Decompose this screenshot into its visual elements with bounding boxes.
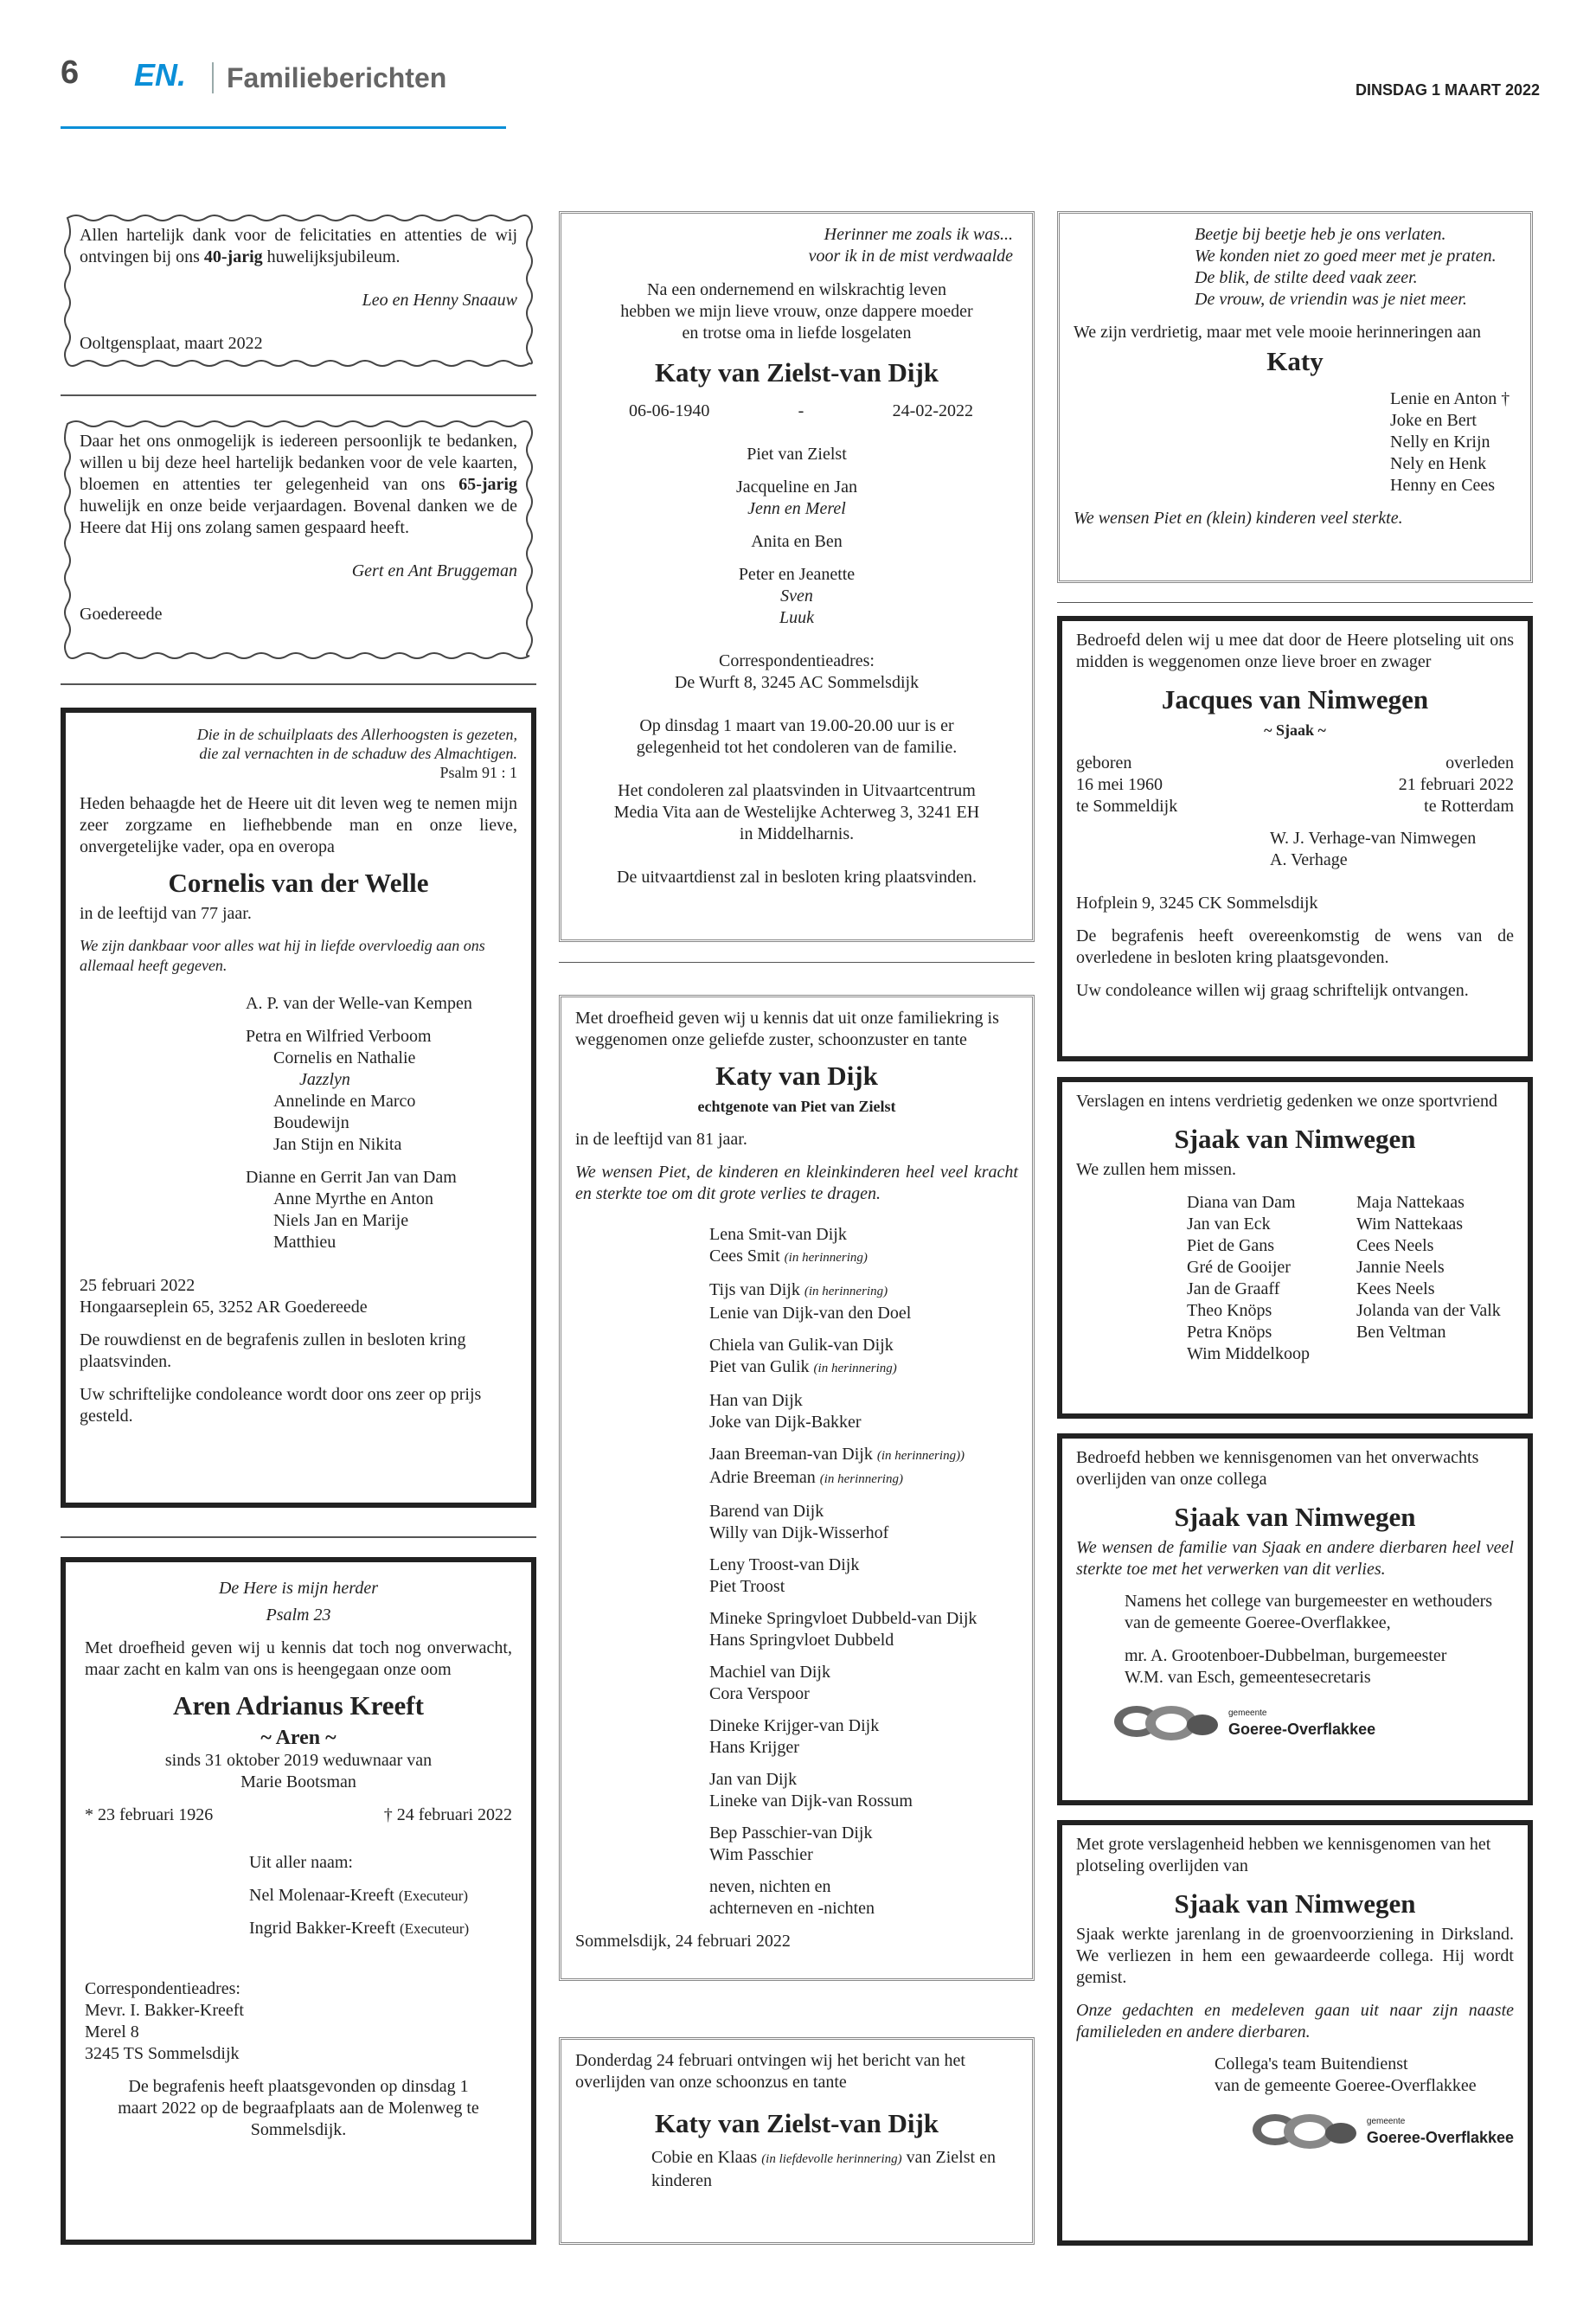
sportvriend-name: Theo Knöps <box>1187 1301 1272 1320</box>
issue-date: DINSDAG 1 MAART 2022 <box>1355 81 1540 99</box>
gemeente-logo: gemeente Goeree-Overflakkee <box>1076 2106 1514 2154</box>
deceased-name: Katy van Zielst-van Dijk <box>654 357 939 388</box>
header-underline <box>61 126 506 129</box>
divider <box>559 962 1035 963</box>
divider <box>1057 602 1533 603</box>
family-member: Nelly en Krijn <box>1390 433 1490 452</box>
deceased-name: Jacques van Nimwegen <box>1161 684 1429 715</box>
family-pair: Chiela van Gulik-van Dijk Piet van Gulik (in herinnering) <box>709 1336 897 1376</box>
family-pair: Tijs van Dijk (in herinnering) Lenie van Dijk-van den Doel <box>709 1280 912 1323</box>
page-number: 6 <box>61 54 80 91</box>
gemeente-logo-icon <box>1247 2106 1360 2154</box>
sportvriend-name: Jannie Neels <box>1356 1258 1445 1277</box>
notice-katy-van-zielst-2: Donderdag 24 februari ontvingen wij het bericht van het overlijden van onze schoonzus en tante Katy van Zielst-van Dijk Cobie en Klaas (in liefdevolle herinnering) van Zielst en kinderen <box>559 2037 1035 2245</box>
names-left <box>1187 1192 1356 1365</box>
sportvriend-name: Jan van Eck <box>1187 1215 1271 1234</box>
deceased-name: Sjaak van Nimwegen <box>1174 1888 1416 1919</box>
deceased-name: Katy <box>1266 346 1324 376</box>
family-member: Joke en Bert <box>1390 411 1477 430</box>
notice-sjaak-sportvriend: Verslagen en intens verdrietig gedenken we onze sportvriend Sjaak van Nimwegen We zullen hem missen. Diana van Dam Jan van Eck Piet de Gans Gré de Gooijer Jan de Graaff Theo Knöps Petra Knöps Wim Middelkoop Maja Nattekaas Wim Nattekaas Cees Neels Jannie Neels Kees Neels Jolanda van der Valk Ben Veltman <box>1057 1077 1533 1419</box>
deceased-name: Katy van Dijk <box>715 1061 878 1091</box>
sportvriend-name: Ben Veltman <box>1356 1323 1446 1342</box>
sportvriend-name: Gré de Gooijer <box>1187 1258 1291 1277</box>
divider <box>61 1536 536 1538</box>
notice-katy: Beetje bij beetje heb je ons verlaten. We konden niet zo goed meer met je praten. De blik, de stilte deed vaak zeer. De vrouw, de vriendin was je niet meer. We zijn verdrietig, maar met vele mooie herinneringen aan Katy Lenie en Anton † Joke en Bert Nelly en Krijn Nely en Henk Henny en Cees We wensen Piet en (klein) kinderen veel sterkte. <box>1057 211 1533 583</box>
notice-thanks-65: Daar het ons onmogelijk is iedereen persoonlijk te bedanken, willen u bij deze heel hartelijk bedanken voor de vele kaarten, bloemen en attenties ter gelegenheid van ons 65-jarig huwelijk en onze beide verjaardagen. Bovenal danken we de Heere dat Hij ons zolang samen gespaard heeft. Gert en Ant Bruggeman Goedereede <box>61 419 536 661</box>
family-pair: Jan van Dijk Lineke van Dijk-van Rossum <box>709 1770 913 1811</box>
deceased-name: Cornelis van der Welle <box>168 868 429 898</box>
family-list <box>709 1224 1018 1920</box>
sportvriend-name: Wim Middelkoop <box>1187 1344 1310 1363</box>
deceased-name: Sjaak van Nimwegen <box>1174 1502 1416 1532</box>
family-member: Nely en Henk <box>1390 454 1487 473</box>
sportvriend-name: Petra Knöps <box>1187 1323 1272 1342</box>
sportvriend-name: Maja Nattekaas <box>1356 1193 1465 1212</box>
family-member: Lenie en Anton † <box>1390 389 1510 408</box>
page-header <box>61 54 1540 99</box>
sportvriend-name: Jan de Graaff <box>1187 1279 1280 1298</box>
family-pair: Mineke Springvloet Dubbeld-van Dijk Hans Springvloet Dubbeld <box>709 1609 977 1650</box>
family-pair: Bep Passchier-van Dijk Wim Passchier <box>709 1823 873 1864</box>
deceased-name: Sjaak van Nimwegen <box>1174 1124 1416 1154</box>
family-pair: Barend van Dijk Willy van Dijk-Wisserhof <box>709 1502 889 1542</box>
family-pair: Dineke Krijger-van Dijk Hans Krijger <box>709 1716 880 1757</box>
notice-sjaak-gemeente: Bedroefd hebben we kennisgenomen van het onverwachts overlijden van onze collega Sjaak van Nimwegen We wensen de familie van Sjaak en andere dierbaren heel veel sterkte toe met het verwerken van dit verlies. Namens het college van burgemeester en wethouders van de gemeente Goeree-Overflakkee, mr. A. Grootenboer-Dubbelman, burgemeester W.M. van Esch, gemeentesecretaris gemeente Goeree-Overflakkee <box>1057 1433 1533 1805</box>
notice-katy-van-dijk: Met droefheid geven wij u kennis dat uit onze familiekring is weggenomen onze geliefde zuster, schoonzuster en tante Katy van Dijk echtgenote van Piet van Zielst in de leeftijd van 81 jaar. We wensen Piet, de kinderen en kleinkinderen heel veel kracht en sterkte toe om dit grote verlies te dragen. Lena Smit-van Dijk Cees Smit (in herinnering) Tijs van Dijk (in herinnering) Lenie van Dijk-van den Doel Chiela van Gulik-van Dijk Piet van Gulik (in herinnering) Han van Dijk Joke van Dijk-Bakker Jaan Breeman-van Dijk (in herinnering)) Adrie Breeman (in herinnering) Barend van Dijk Willy van Dijk-Wisserhof Leny Troost-van Dijk Piet Troost Mineke Springvloet Dubbeld-van Dijk Hans Springvloet Dubbeld Machiel van Dijk Cora Verspoor Dineke Krijger-van Dijk Hans Krijger Jan van Dijk Lineke van Dijk-van Rossum Bep Passchier-van Dijk Wim Passchier neven, nichten en achterneven en -nichten Sommelsdijk, 24 februari 2022 <box>559 995 1035 1981</box>
deceased-name: Aren Adrianus Kreeft <box>173 1690 424 1721</box>
sportvriend-name: Cees Neels <box>1356 1236 1434 1255</box>
sportvriend-name: Piet de Gans <box>1187 1236 1275 1255</box>
notice-aren-kreeft: De Here is mijn herder Psalm 23 Met droefheid geven wij u kennis dat toch nog onverwacht, maar zacht en kalm van ons is heengegaan onze oom Aren Adrianus Kreeft ~ Aren ~ sinds 31 oktober 2019 weduwnaar van Marie Bootsman * 23 februari 1926 † 24 februari 2022 Uit aller naam: Nel Molenaar-Kreeft (Executeur) Ingrid Bakker-Kreeft (Executeur) Correspondentieadres: Mevr. I. Bakker-Kreeft Merel 8 3245 TS Sommelsdijk De begrafenis heeft plaatsgevonden op dinsdag 1 maart 2022 op de begraafplaats aan de Molenweg te Sommelsdijk. <box>61 1557 536 2245</box>
notice-jacques-van-nimwegen: Bedroefd delen wij u mee dat door de Heere plotseling uit ons midden is weggenomen onze lieve broer en zwager Jacques van Nimwegen ~ Sjaak ~ geboren 16 mei 1960 te Sommeldijk overleden 21 februari 2022 te Rotterdam W. J. Verhage-van Nimwegen A. Verhage Hofplein 9, 3245 CK Sommelsdijk De begrafenis heeft overeenkomstig de wens van de overledene in besloten kring plaatsgevonden. Uw condoleance willen wij graag schriftelijk ontvangen. <box>1057 616 1533 1061</box>
sportvriend-name: Wim Nattekaas <box>1356 1215 1464 1234</box>
divider <box>61 394 536 396</box>
sportvriend-name: Jolanda van der Valk <box>1356 1301 1501 1320</box>
gemeente-logo-icon <box>1109 1697 1221 1746</box>
family-pair: Leny Troost-van Dijk Piet Troost <box>709 1555 860 1596</box>
deceased-name: Katy van Zielst-van Dijk <box>654 2108 939 2138</box>
family-pair: Jaan Breeman-van Dijk (in herinnering)) Adrie Breeman (in herinnering) <box>709 1445 965 1487</box>
divider <box>61 683 536 685</box>
family-pair: Machiel van Dijk Cora Verspoor <box>709 1663 830 1703</box>
family-pair: Lena Smit-van Dijk Cees Smit (in herinnering) <box>709 1225 868 1266</box>
notice-cornelis-van-der-welle: Die in de schuilplaats des Allerhoogsten is gezeten, die zal vernachten in de schaduw des Almachtigen. Psalm 91 : 1 Heden behaagde het de Heere uit dit leven weg te nemen mijn zeer zorgzame en liefhebbende man en onze lieve, onvergetelijke vader, opa en overopa Cornelis van der Welle in de leeftijd van 77 jaar. We zijn dankbaar voor alles wat hij in liefde overvloedig aan ons allemaal heeft gegeven. A. P. van der Welle-van Kempen Petra en Wilfried Verboom Cornelis en Nathalie Jazzlyn Annelinde en Marco Boudewijn Jan Stijn en Nikita Dianne en Gerrit Jan van Dam Anne Myrthe en Anton Niels Jan en Marije Matthieu 25 februari 2022 Hongaarseplein 65, 3252 AR Goedereede De rouwdienst en de begrafenis zullen in besloten kring plaatsvinden. Uw schriftelijke condoleance wordt door ons zeer op prijs gesteld. <box>61 708 536 1508</box>
section-title: Familieberichten <box>212 62 446 93</box>
notice-sjaak-collegas: Met grote verslagenheid hebben we kennisgenomen van het plotseling overlijden van Sjaak van Nimwegen Sjaak werkte jarenlang in de groenvoorziening in Dirksland. We verliezen in hem een gewaardeerde collega. Hij wordt gemist. Onze gedachten en medeleven gaan uit naar zijn naaste familieleden en andere dierbaren. Collega's team Buitendienst van de gemeente Goeree-Overflakkee gemeente Goeree-Overflakkee <box>1057 1820 1533 2246</box>
notice-katy-van-zielst: Herinner me zoals ik was... voor ik in de mist verdwaalde Na een ondernemend en wilskrachtig leven hebben we mijn lieve vrouw, onze dappere moeder en trotse oma in liefde losgelaten Katy van Zielst-van Dijk 06-06-1940 - 24-02-2022 Piet van Zielst Jacqueline en Jan Jenn en Merel Anita en Ben Peter en Jeanette Sven Luuk Correspondentieadres: De Wurft 8, 3245 AC Sommelsdijk Op dinsdag 1 maart van 19.00-20.00 uur is er gelegenheid tot het condoleren van de familie. Het condoleren zal plaatsvinden in Uitvaartcentrum Media Vita aan de Westelijke Achterweg 3, 3241 EH in Middelharnis. De uitvaartdienst zal in besloten kring plaatsvinden. <box>559 211 1035 942</box>
sportvriend-name: Diana van Dam <box>1187 1193 1296 1212</box>
family-pair: Han van Dijk Joke van Dijk-Bakker <box>709 1391 862 1432</box>
notice-thanks-40: Allen hartelijk dank voor de felicitaties en attenties de wij ontvingen bij ons 40-jarig huwelijksjubileum. Leo en Henny Snaauw Ooltgensplaat, maart 2022 <box>61 213 536 369</box>
family-list <box>1390 388 1516 497</box>
names-right <box>1356 1192 1501 1365</box>
newspaper-logo: EN. <box>134 57 187 93</box>
gemeente-logo: gemeente Goeree-Overflakkee <box>1109 1697 1514 1746</box>
sportvriend-name: Kees Neels <box>1356 1279 1435 1298</box>
family-pair: neven, nichten en achterneven en -nichten <box>709 1877 875 1918</box>
family-member: Henny en Cees <box>1390 476 1496 495</box>
